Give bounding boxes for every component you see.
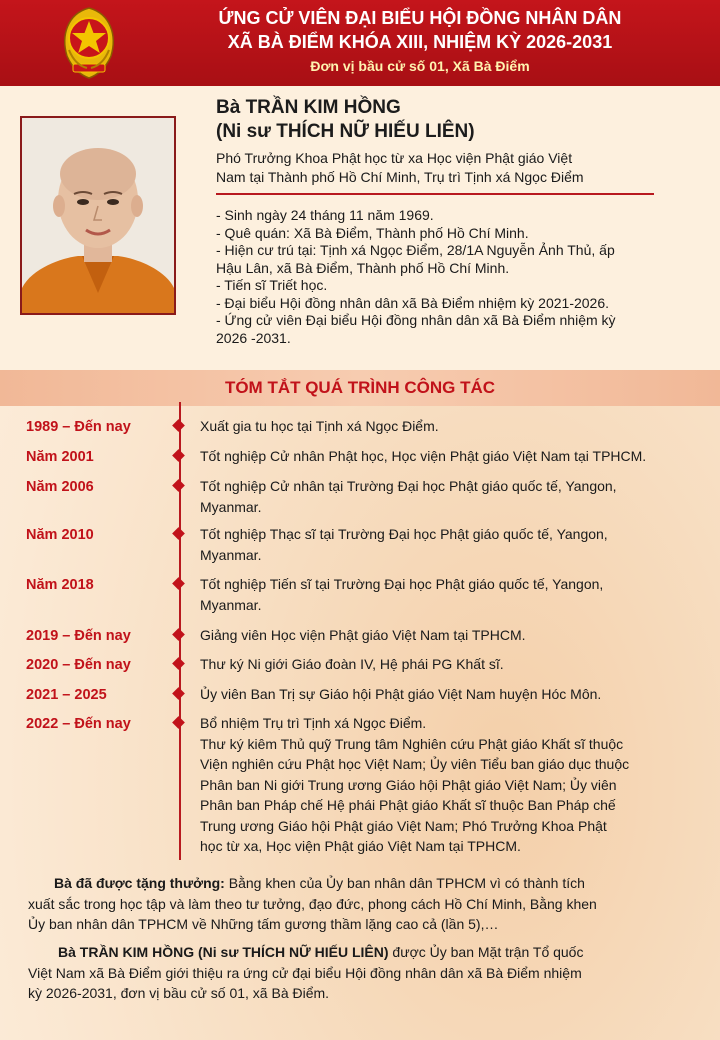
candidate-title-line2: Nam tại Thành phố Hồ Chí Minh, Trụ trì Tịnh xá Ngọc Điểm xyxy=(216,169,584,185)
timeline-text xyxy=(200,416,700,437)
bio-line: Hậu Lân, xã Bà Điểm, Thành phố Hồ Chí Minh. xyxy=(216,259,510,276)
header-subtitle: Đơn vị bầu cử số 01, Xã Bà Điểm xyxy=(310,58,530,74)
profile-divider xyxy=(216,193,654,195)
candidate-photo xyxy=(20,116,176,315)
bio-line: - Quê quán: Xã Bà Điểm, Thành phố Hồ Chí Minh. xyxy=(216,224,529,241)
timeline-line-text: Thư ký Ni giới Giáo đoàn IV, Hệ phái PG Khất sĩ. xyxy=(200,656,504,672)
timeline-year: 1989 – Đến nay xyxy=(26,419,131,435)
candidate-title-line1: Phó Trưởng Khoa Phật học từ xa Học viện Phật giáo Việt xyxy=(216,150,573,166)
bio-list xyxy=(216,207,696,347)
timeline-text xyxy=(200,524,700,565)
header-title-line2: XÃ BÀ ĐIỂM KHÓA XIII, NHIỆM KỲ 2026-2031 xyxy=(227,32,613,52)
closing-paragraph xyxy=(28,942,688,1004)
timeline-text xyxy=(200,476,700,517)
timeline-text xyxy=(200,713,700,857)
timeline-text xyxy=(200,684,700,705)
timeline-line-text: Xuất gia tu học tại Tịnh xá Ngọc Điểm. xyxy=(200,418,439,434)
timeline-line-text: Tốt nghiệp Cử nhân Phật học, Học viện Phật giáo Việt Nam tại TPHCM. xyxy=(200,448,647,464)
timeline-diamond-icon xyxy=(172,527,185,540)
timeline-year: Năm 2006 xyxy=(26,479,94,495)
timeline-line-text: Phân ban Ni giới Trung ương Giáo hội Phật giáo Việt Nam; Ủy viên xyxy=(200,776,617,793)
timeline-year: 2022 – Đến nay xyxy=(26,716,131,732)
closing-line2: Việt Nam xã Bà Điểm giới thiệu ra ứng cử đại biểu Hội đồng nhân dân xã Bà Điểm nhiệm xyxy=(28,964,582,981)
awards-line3: Ủy ban nhân dân TPHCM về Những tấm gương thầm lặng cao cả (lần 5),… xyxy=(28,916,499,932)
timeline-line-text: Thư ký kiêm Thủ quỹ Trung tâm Nghiên cứu Phật giáo Khất sĩ thuộc xyxy=(200,735,624,752)
awards-lead: Bà đã được tặng thưởng: xyxy=(54,875,225,891)
timeline-line-text: học từ xa, Học viện Phật giáo Việt Nam tại TPHCM. xyxy=(200,838,521,854)
timeline-line-text: Myanmar. xyxy=(200,546,262,563)
timeline-diamond-icon xyxy=(172,419,185,432)
timeline-line-text: Phân ban Pháp chế Hệ phái Phật giáo Khất sĩ thuộc Ban Pháp chế xyxy=(200,797,616,813)
closing-lead: Bà TRẦN KIM HỒNG (Ni sư THÍCH NỮ HIẾU LIÊN) xyxy=(58,944,389,960)
awards-line1: Bằng khen của Ủy ban nhân dân TPHCM vì có thành tích xyxy=(224,875,585,891)
bio-line: - Tiến sĩ Triết học. xyxy=(216,277,328,293)
timeline-year: 2019 – Đến nay xyxy=(26,628,131,644)
closing-line3: kỳ 2026-2031, đơn vị bầu cử số 01, xã Bà Điểm. xyxy=(28,985,330,1001)
bio-line: - Đại biểu Hội đồng nhân dân xã Bà Điểm nhiệm kỳ 2021-2026. xyxy=(216,294,610,311)
national-emblem-icon xyxy=(57,6,121,80)
timeline-diamond-icon xyxy=(172,449,185,462)
timeline-diamond-icon xyxy=(172,577,185,590)
timeline-text xyxy=(200,446,700,467)
timeline-line-text: Tốt nghiệp Cử nhân tại Trường Đại học Phật giáo quốc tế, Yangon, xyxy=(200,478,617,494)
timeline-year: 2020 – Đến nay xyxy=(26,657,131,673)
timeline-diamond-icon xyxy=(172,628,185,641)
timeline-line-text: Ủy viên Ban Trị sự Giáo hội Phật giáo Việt Nam huyện Hóc Môn. xyxy=(200,686,602,702)
timeline-line-text: Trung ương Giáo hội Phật giáo Việt Nam; Phó Trưởng Khoa Phật xyxy=(200,817,607,834)
portrait-image xyxy=(22,118,174,313)
timeline-line-text: Tốt nghiệp Tiến sĩ tại Trường Đại học Phật giáo quốc tế, Yangon, xyxy=(200,576,604,592)
awards-line2: xuất sắc trong học tập và làm theo tư tưởng, đạo đức, phong cách Hồ Chí Minh, Bằng khen xyxy=(28,895,597,912)
timeline-line-text: Myanmar. xyxy=(200,498,262,515)
timeline-year: Năm 2018 xyxy=(26,577,94,593)
header-title-line1: ỨNG CỬ VIÊN ĐẠI BIỂU HỘI ĐỒNG NHÂN DÂN xyxy=(218,8,622,28)
header-banner xyxy=(0,0,720,86)
closing-line1: được Ủy ban Mặt trận Tổ quốc xyxy=(388,944,584,960)
timeline-text xyxy=(200,574,700,615)
awards-paragraph xyxy=(28,873,688,935)
timeline-line-text: Giảng viên Học viện Phật giáo Việt Nam tại TPHCM. xyxy=(200,627,526,643)
timeline-diamond-icon xyxy=(172,687,185,700)
timeline-diamond-icon xyxy=(172,479,185,492)
bio-line: - Ứng cử viên Đại biểu Hội đồng nhân dân xã Bà Điểm nhiệm kỳ xyxy=(216,312,616,328)
timeline-line-text: Bổ nhiệm Trụ trì Tịnh xá Ngọc Điểm. xyxy=(200,715,427,731)
bio-line: 2026 -2031. xyxy=(216,329,291,346)
timeline-year: Năm 2010 xyxy=(26,527,94,543)
timeline-diamond-icon xyxy=(172,716,185,729)
section-title: TÓM TẮT QUÁ TRÌNH CÔNG TÁC xyxy=(0,370,720,406)
timeline-diamond-icon xyxy=(172,657,185,670)
candidate-title xyxy=(216,149,656,187)
bio-line: - Hiện cư trú tại: Tịnh xá Ngọc Điểm, 28/1A Nguyễn Ảnh Thủ, ấp xyxy=(216,242,615,258)
candidate-name xyxy=(216,96,475,144)
candidate-name-line1: Bà TRẦN KIM HỒNG xyxy=(216,97,401,118)
timeline-year: Năm 2001 xyxy=(26,449,94,465)
bio-line: - Sinh ngày 24 tháng 11 năm 1969. xyxy=(216,207,434,223)
timeline-year: 2021 – 2025 xyxy=(26,687,107,703)
timeline-text xyxy=(200,654,700,675)
candidate-name-line2: (Ni sư THÍCH NỮ HIẾU LIÊN) xyxy=(216,121,475,142)
timeline-line-text: Viện nghiên cứu Phật học Việt Nam; Ủy viên Tiểu ban giáo dục thuộc xyxy=(200,756,630,772)
timeline-text xyxy=(200,625,700,646)
timeline-line-text: Tốt nghiệp Thạc sĩ tại Trường Đại học Phật giáo quốc tế, Yangon, xyxy=(200,526,608,542)
profile-section xyxy=(0,86,720,370)
timeline-line-text: Myanmar. xyxy=(200,596,262,613)
